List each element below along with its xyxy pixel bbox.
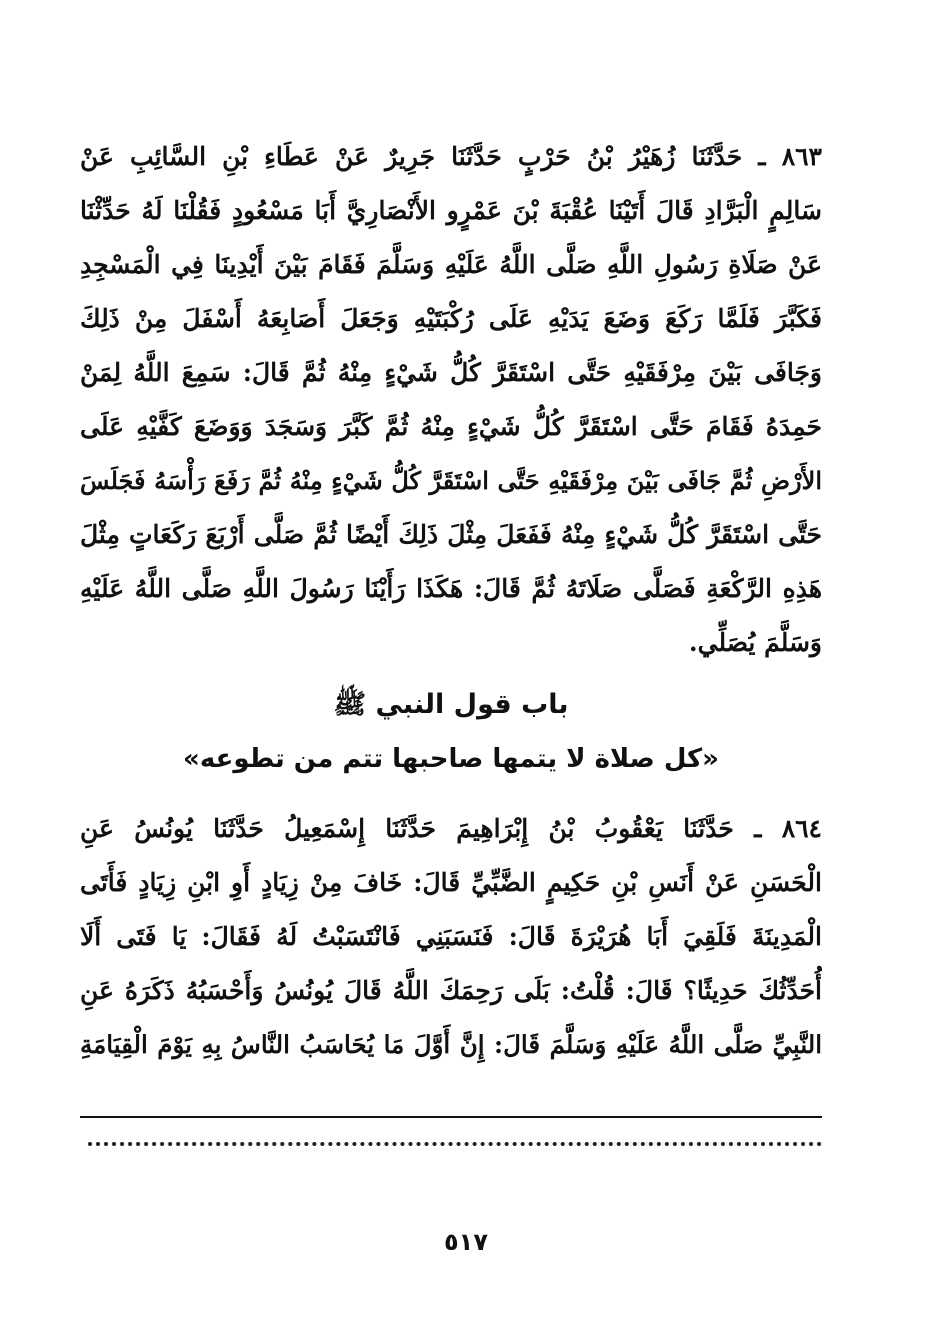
hadith-863-line-7: الأَرْضِ ثُمَّ جَافَى بَيْنَ مِرْفَقَيْهِ حَتَّى اسْتَقَرَّ كُلُّ شَيْءٍ مِنْهُ ثُمَّ رَفَعَ رَأْسَهُ فَجَلَسَ (80, 466, 822, 495)
hadith-863-line-9: هَذِهِ الرَّكْعَةِ فَصَلَّى صَلَاتَهُ ثُمَّ قَالَ: هَكَذَا رَأَيْنَا رَسُولَ اللَّهِ صَلَّى اللَّهُ عَلَيْهِ (80, 574, 822, 603)
hadith-864-line-2: الْحَسَنِ عَنْ أَنَسِ بْنِ حَكِيمٍ الضَّبِّيِّ قَالَ: خَافَ مِنْ زِيَادٍ أَوِ ابْنِ زِيَادٍ فَأَتَى (80, 868, 822, 897)
hadith-864-line-1: ٨٦٤ ـ حَدَّثَنَا يَعْقُوبُ بْنُ إِبْرَاهِيمَ حَدَّثَنَا إِسْمَعِيلُ حَدَّثَنَا يُونُسُ عَنِ (80, 814, 822, 843)
footnote-dotted-line (88, 1142, 822, 1166)
hadith-863-line-6: حَمِدَهُ فَقَامَ حَتَّى اسْتَقَرَّ كُلُّ شَيْءٍ مِنْهُ ثُمَّ كَبَّرَ وَسَجَدَ وَوَضَعَ كَفَّيْهِ عَلَى (80, 412, 822, 441)
page-number: ٥١٧ (444, 1228, 488, 1256)
hadith-864-line-5: النَّبِيِّ صَلَّى اللَّهُ عَلَيْهِ وَسَلَّمَ قَالَ: إِنَّ أَوَّلَ مَا يُحَاسَبُ النَّاسُ بِهِ يَوْمَ الْقِيَامَةِ (80, 1030, 822, 1059)
hadith-863-line-2: سَالِمٍ الْبَرَّادِ قَالَ أَتَيْنَا عُقْبَةَ بْنَ عَمْرٍو الأَنْصَارِيَّ أَبَا مَسْعُودٍ فَقُلْنَا لَهُ حَدِّثْنَا (80, 196, 822, 225)
hadith-863-line-1: ٨٦٣ ـ حَدَّثَنَا زُهَيْرُ بْنُ حَرْبٍ حَدَّثَنَا جَرِيرٌ عَنْ عَطَاءِ بْنِ السَّائِبِ عَنْ (80, 142, 822, 171)
hadith-863-line-3: عَنْ صَلَاةِ رَسُولِ اللَّهِ صَلَّى اللَّهُ عَلَيْهِ وَسَلَّمَ فَقَامَ بَيْنَ أَيْدِينَا فِي الْمَسْجِدِ (80, 250, 822, 279)
hadith-864-line-3: الْمَدِينَةَ فَلَقِيَ أَبَا هُرَيْرَةَ قَالَ: فَنَسَبَنِي فَانْتَسَبْتُ لَهُ فَقَالَ: يَا فَتَى أَلَا (80, 922, 822, 951)
footnote-divider (80, 1116, 822, 1118)
chapter-subtitle: «كل صلاة لا يتمها صاحبها تتم من تطوعه» (183, 744, 719, 774)
hadith-864-paragraph (80, 802, 822, 1072)
hadith-863-line-10: وَسَلَّمَ يُصَلِّي. (688, 628, 822, 657)
hadith-863-paragraph (80, 130, 822, 670)
hadith-864-line-4: أُحَدِّثُكَ حَدِيثًا؟ قَالَ: قُلْتُ: بَلَى رَحِمَكَ اللَّهُ قَالَ يُونُسُ وَأَحْسَبُهُ ذَكَرَهُ عَنِ (80, 976, 822, 1005)
hadith-863-line-8: حَتَّى اسْتَقَرَّ كُلُّ شَيْءٍ مِنْهُ فَفَعَلَ مِثْلَ ذَلِكَ أَيْضًا ثُمَّ صَلَّى أَرْبَعَ رَكَعَاتٍ مِثْلَ (80, 520, 822, 549)
chapter-title: باب قول النبي ﷺ (333, 689, 569, 720)
hadith-863-line-5: وَجَافَى بَيْنَ مِرْفَقَيْهِ حَتَّى اسْتَقَرَّ كُلُّ شَيْءٍ مِنْهُ ثُمَّ قَالَ: سَمِعَ اللَّهُ لِمَنْ (80, 358, 822, 387)
hadith-863-line-4: فَكَبَّرَ فَلَمَّا رَكَعَ وَضَعَ يَدَيْهِ عَلَى رُكْبَتَيْهِ وَجَعَلَ أَصَابِعَهُ أَسْفَلَ مِنْ ذَلِكَ (80, 304, 822, 333)
